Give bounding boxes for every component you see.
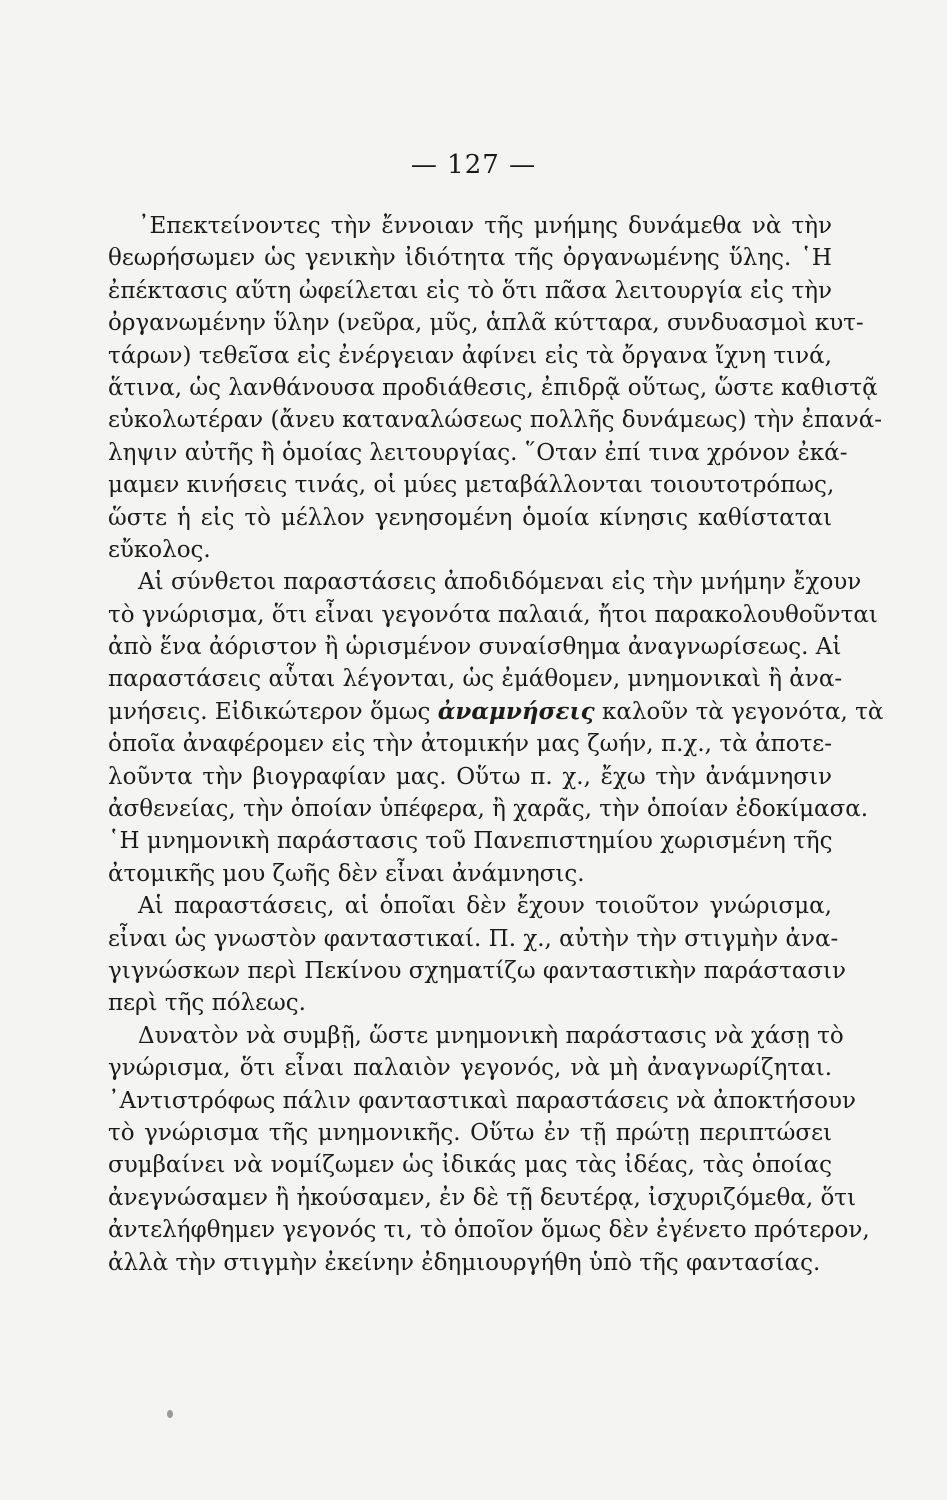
text-line [108,696,884,728]
text-segment: καλοῦν τὰ γεγονότα, τὰ [594,698,884,725]
text-line: περὶ τῆς πόλεως. [108,990,306,1017]
text-line: Αἱ παραστάσεις, αἱ ὁποῖαι δὲν ἔχουν τοιοῦτον γνώρισμα, [138,893,832,920]
text-line: ἀτομικῆς μου ζωῆς δὲν εἶναι ἀνάμνησις. [108,860,585,887]
text-line: ὀργανωμένην ὕλην (νεῦρα, μῦς, ἁπλᾶ κύτταρα, συνδυασμοὶ κυτ- [108,310,864,337]
text-line: τὸ γνώρισμα, ὅτι εἶναι γεγονότα παλαιά, ἤτοι παρακολουθοῦνται [108,601,878,628]
text-line: Δυνατὸν νὰ συμβῇ, ὥστε μνημονικὴ παράστασις νὰ χάσῃ τὸ [138,1022,844,1049]
page-number: — 127 — [410,150,537,180]
text-line: παραστάσεις αὗται λέγονται, ὡς ἐμάθομεν, μνημονικαὶ ἢ ἀνα- [108,666,843,693]
text-segment: μνήσεις. Εἰδικώτερον ὅμως [108,698,438,725]
text-line: εὐκολωτέραν (ἄνευ καταναλώσεως πολλῆς δυνάμεως) τὴν ἐπανά- [108,407,882,434]
text-line: ὥστε ἡ εἰς τὸ μέλλον γενησομένη ὁμοία κίνησις καθίσταται [108,504,832,531]
text-line: ὁποῖα ἀναφέρομεν εἰς τὴν ἀτομικήν μας ζωήν, π.χ., τὰ ἀποτε- [108,731,832,758]
text-line: ἀπὸ ἕνα ἀόριστον ἢ ὡρισμένον συναίσθημα ἀναγνωρίσεως. Αἱ [108,634,842,661]
text-line: τὸ γνώρισμα τῆς μνημονικῆς. Οὕτω ἐν τῇ πρώτῃ περιπτώσει [108,1119,832,1146]
scan-speck [167,1410,173,1418]
text-line: λοῦντα τὴν βιογραφίαν μας. Οὕτω π. χ., ἔχω τὴν ἀνάμνησιν [108,763,832,790]
text-line: Αἱ σύνθετοι παραστάσεις ἀποδιδόμεναι εἰς τὴν μνήμην ἔχουν [138,569,862,596]
text-line: ᾽Αντιστρόφως πάλιν φανταστικαὶ παραστάσεις νὰ ἀποκτήσουν [108,1087,856,1114]
text-line: εἶναι ὡς γνωστὸν φανταστικαί. Π. χ., αὐτὴν τὴν στιγμὴν ἀνα- [108,925,839,952]
text-line: γνώρισμα, ὅτι εἶναι παλαιὸν γεγονός, νὰ μὴ ἀναγνωρίζηται. [108,1055,832,1082]
text-line: συμβαίνει νὰ νομίζωμεν ὡς ἰδικάς μας τὰς ἰδέας, τὰς ὁποίας [108,1152,832,1179]
text-line: ἀλλὰ τὴν στιγμὴν ἐκείνην ἐδημιουργήθη ὑπὸ τῆς φαντασίας. [108,1249,821,1276]
text-line: γιγνώσκων περὶ Πεκίνου σχηματίζω φανταστικὴν παράστασιν [108,957,847,984]
text-line: ληψιν αὐτῆς ἢ ὁμοίας λειτουργίας. ῞Οταν ἐπί τινα χρόνον ἐκά- [108,439,848,466]
text-line: ἀσθενείας, τὴν ὁποίαν ὑπέφερα, ἢ χαρᾶς, τὴν ὁποίαν ἐδοκίμασα. [108,796,869,823]
text-line: ῾Η μνημονικὴ παράστασις τοῦ Πανεπιστημίου χωρισμένη τῆς [108,828,833,855]
text-line: μαμεν κινήσεις τινάς, οἱ μύες μεταβάλλονται τοιουτοτρόπως, [108,472,835,499]
text-line: ἀντελήφθημεν γεγονός τι, τὸ ὁποῖον ὅμως δὲν ἐγένετο πρότερον, [108,1217,870,1244]
text-line: ἐπέκτασις αὕτη ὠφείλεται εἰς τὸ ὅτι πᾶσα λειτουργία εἰς τὴν [108,277,832,304]
text-line: θεωρήσωμεν ὡς γενικὴν ἰδιότητα τῆς ὀργανωμένης ὕλης. ῾Η [108,245,832,272]
body-text [108,210,884,1279]
emphasized-term: ἀναμνήσεις [437,697,595,725]
text-line: ἀνεγνώσαμεν ἢ ἠκούσαμεν, ἐν δὲ τῇ δευτέρᾳ, ἰσχυριζόμεθα, ὅτι [108,1184,857,1211]
text-line: τάρων) τεθεῖσα εἰς ἐνέργειαν ἀφίνει εἰς τὰ ὄργανα ἴχνη τινά, [108,342,832,369]
text-line: ᾽Επεκτείνοντες τὴν ἔννοιαν τῆς μνήμης δυνάμεθα νὰ τὴν [138,213,832,239]
text-line: εὔκολος. [108,536,211,563]
text-line: ἅτινα, ὡς λανθάνουσα προδιάθεσις, ἐπιδρᾷ οὕτως, ὥστε καθιστᾷ [108,374,878,401]
